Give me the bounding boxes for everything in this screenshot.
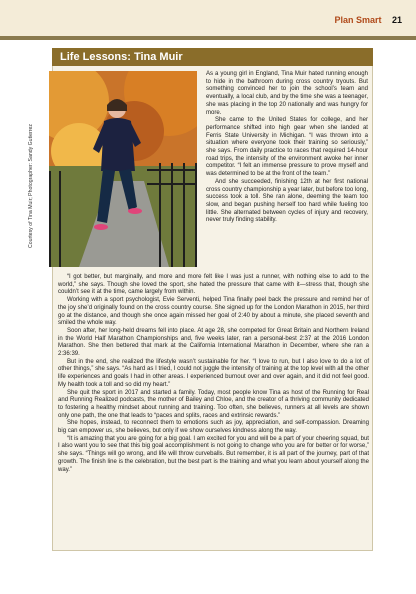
sidebar-text-right-column xyxy=(206,71,368,225)
paragraph: As a young girl in England, Tina Muir hated running enough to hide in the bathroom during cross country tryouts. But something convinced her to join the school’s team and eventually, a local club, and by the time she was a teenager, she was placing in the top 20 nationally and was hungry for more. xyxy=(206,71,368,116)
paragraph: She came to the United States for college, and her performance shifted into high gear when she landed at Ferris State University in Michigan. “I was thrown into a situation where everyone took their training so seriously,” she says. From daily practice to races that required 14-hour road trips, the intensity of the environment awoke her inner competitor. “I felt an immense pressure to prove myself and was determined to be at the front of the team.” xyxy=(206,117,368,178)
paragraph: But in the end, she realized the lifestyle wasn’t sustainable for her. “I love to run, but I also love to do a lot of other things,” she says. “As hard as I tried, I could not juggle the intensity of training at the top level with all the other life experiences and goals I had in other areas. I experienced burnout over and over again, and it did not feel good. My health took a toll and so did my heart.” xyxy=(58,358,369,388)
running-head xyxy=(334,15,402,25)
paragraph: Working with a sport psychologist, Evie Serventi, helped Tina finally peel back the pressure and remind her of the joy she’d originally found on the cross country course. She signed up for the London Marathon in 2015, her third go at the distance, and though she once again missed her goal of 2:40 by about a minute, she placed seventh and smiled the whole way. xyxy=(58,297,369,327)
paragraph: And she succeeded, finishing 12th at her first national cross country championship a year later, but before too long, success took a toll. She ran alone, deeming the team too slow, and began pushing herself too hard while fueling too little. She alternated between cycles of injury and recovery, never truly finding stability. xyxy=(206,178,369,224)
photo-credit: Courtesy of Tina Muir; Photographer: Sandy Gutierrez xyxy=(28,124,34,248)
runner-photo-illustration xyxy=(49,71,197,267)
section-title: Plan Smart xyxy=(334,15,382,25)
header-rule xyxy=(0,36,416,40)
sidebar-title: Life Lessons: Tina Muir xyxy=(60,51,183,63)
paragraph: She quit the sport in 2017 and started a family. Today, most people know Tina as host of the Running for Real and Running Realized podcasts, the mother of Bailey and Chloe, and the creator of a thriving community dedicated to fostering a healthy mindset about running and training. Too often, she believes, runners at all levels are shown only one path, the one that leads to “paces and splits, races and extrinsic rewards.” xyxy=(58,389,369,419)
paragraph: “I got better, but marginally, and more and more felt like I was just a runner, with nothing else to add to the world,” she says. Though she loved the sport, she hated the pressure that came with it—stress that, though she couldn’t see it at the time, came largely from within. xyxy=(58,274,369,296)
paragraph: She hopes, instead, to reconnect them to emotions such as joy, appreciation, and self-compassion. Dreaming big can empower us, she believes, but only if we show ourselves kindness along the way. xyxy=(58,420,369,435)
runner-photo xyxy=(49,71,197,267)
paragraph: Soon after, her long-held dreams fell into place. At age 28, she competed for Great Britain and Northern Ireland in the World Half Marathon Championships and, five weeks later, ran a personal-best 2:37 at the 2016 London Marathon. She then bettered that mark at the California International Marathon in December, where she ran a 2:36:39. xyxy=(58,327,369,358)
sidebar-text-full-width xyxy=(58,274,369,474)
paragraph: “It is amazing that you are going for a big goal. I am excited for you and will be a part of your cheering squad, but I also want you to see that this big goal accomplishment is not going to change who you are for better or for worse,” she says. “Things will go wrong, and life will throw curveballs. But remember, it is all part of the journey, part of that growth. The finish line is the celebration, but the best part is the training and what you learn about yourself along the way.” xyxy=(58,435,369,473)
page-number: 21 xyxy=(391,15,402,25)
sidebar-banner xyxy=(52,48,373,66)
